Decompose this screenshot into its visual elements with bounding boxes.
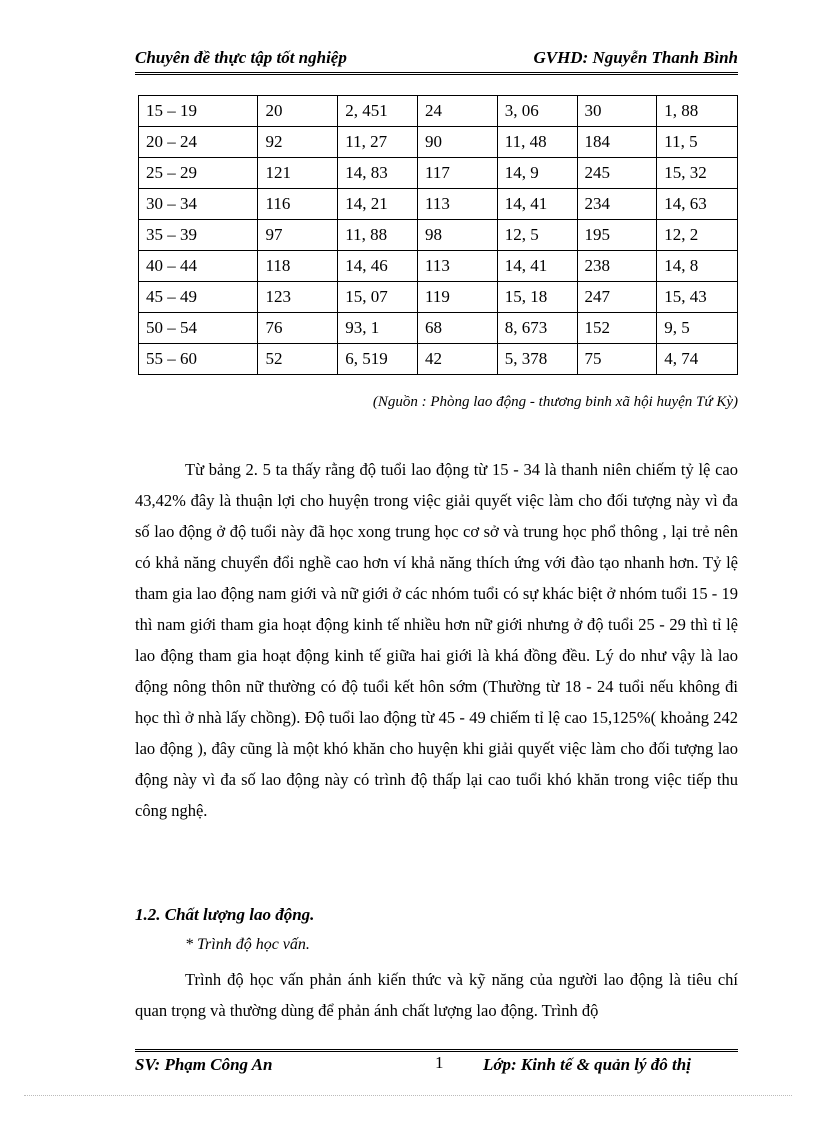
table-cell: 6, 519 bbox=[338, 344, 418, 375]
age-group-cell: 30 – 34 bbox=[139, 189, 258, 220]
table-cell: 14, 63 bbox=[657, 189, 738, 220]
table-cell: 3, 06 bbox=[497, 96, 577, 127]
table-cell: 113 bbox=[418, 189, 498, 220]
table-row bbox=[139, 189, 738, 220]
age-group-cell: 15 – 19 bbox=[139, 96, 258, 127]
table-cell: 15, 07 bbox=[338, 282, 418, 313]
table-row bbox=[139, 158, 738, 189]
analysis-paragraph: Từ bảng 2. 5 ta thấy rằng độ tuổi lao động từ 15 - 34 là thanh niên chiếm tỷ lệ cao 43,42% đây là thuận lợi cho huyện trong việc giải quyết việc làm cho đối tượng này vì đa số lao động ở độ tuổi này đã học xong trung học cơ sở và trung học phổ thông , lại trẻ nên có khả năng chuyển đổi nghề cao hơn ví khả năng thích ứng với đào tạo nhanh hơn. Tỷ lệ tham gia lao động nam giới và nữ giới ở các nhóm tuổi có sự khác biệt ở nhóm tuổi 15 - 19 thì nam giới tham gia hoạt động kinh tế nhiều hơn nữ giới nhưng ở độ tuổi 25 - 29 thì tỉ lệ lao động tham gia hoạt động kinh tế giữa hai giới là khá đồng đều. Lý do như vậy là lao động nông thôn nữ thường có độ tuổi kết hôn sớm (Thường từ 18 - 24 tuổi nếu không đi học thì ở nhà lấy chồng). Độ tuổi lao động từ 45 - 49 chiếm tỉ lệ cao 15,125%( khoảng 242 lao động ), đây cũng là một khó khăn cho huyện khi giải quyết việc làm cho đối tượng lao động này vì đa số lao động này có trình độ thấp lại cao tuổi khó khăn trong việc tiếp thu công nghệ. bbox=[135, 460, 738, 820]
table-cell: 117 bbox=[418, 158, 498, 189]
age-group-cell: 20 – 24 bbox=[139, 127, 258, 158]
table-cell: 152 bbox=[577, 313, 657, 344]
table-cell: 2, 451 bbox=[338, 96, 418, 127]
table-cell: 234 bbox=[577, 189, 657, 220]
page-footer bbox=[135, 1055, 738, 1079]
page-header bbox=[135, 48, 738, 72]
table-cell: 14, 83 bbox=[338, 158, 418, 189]
table-row bbox=[139, 127, 738, 158]
table-cell: 14, 46 bbox=[338, 251, 418, 282]
footer-divider bbox=[135, 1049, 738, 1052]
table-cell: 15, 18 bbox=[497, 282, 577, 313]
table-cell: 14, 9 bbox=[497, 158, 577, 189]
table-cell: 11, 88 bbox=[338, 220, 418, 251]
table-row bbox=[139, 96, 738, 127]
table-cell: 11, 48 bbox=[497, 127, 577, 158]
table-cell: 68 bbox=[418, 313, 498, 344]
table-cell: 12, 2 bbox=[657, 220, 738, 251]
table-cell: 24 bbox=[418, 96, 498, 127]
table-cell: 119 bbox=[418, 282, 498, 313]
table-cell: 116 bbox=[258, 189, 338, 220]
table-cell: 4, 74 bbox=[657, 344, 738, 375]
header-advisor: GVHD: Nguyễn Thanh Bình bbox=[533, 48, 738, 67]
table-cell: 121 bbox=[258, 158, 338, 189]
table-cell: 14, 8 bbox=[657, 251, 738, 282]
table-cell: 14, 21 bbox=[338, 189, 418, 220]
page-edge bbox=[24, 1095, 792, 1096]
footer-class: Lớp: Kinh tế & quản lý đô thị bbox=[483, 1055, 691, 1074]
table-cell: 30 bbox=[577, 96, 657, 127]
age-group-cell: 40 – 44 bbox=[139, 251, 258, 282]
subsection-heading: * Trình độ học vấn. bbox=[185, 936, 310, 953]
section-heading: 1.2. Chất lượng lao động. bbox=[135, 905, 315, 924]
table-cell: 238 bbox=[577, 251, 657, 282]
table-source-note: (Nguồn : Phòng lao động - thương binh xã hội huyện Tứ Kỳ) bbox=[372, 394, 738, 410]
table-row bbox=[139, 313, 738, 344]
table-cell: 1, 88 bbox=[657, 96, 738, 127]
table-cell: 245 bbox=[577, 158, 657, 189]
table-cell: 14, 41 bbox=[497, 251, 577, 282]
table-cell: 42 bbox=[418, 344, 498, 375]
header-divider bbox=[135, 72, 738, 75]
table-cell: 113 bbox=[418, 251, 498, 282]
header-title: Chuyên đề thực tập tốt nghiệp bbox=[135, 48, 347, 67]
table-row bbox=[139, 282, 738, 313]
education-paragraph: Trình độ học vấn phản ánh kiến thức và kỹ năng của người lao động là tiêu chí quan trọng và thường dùng để phản ánh chất lượng lao động. Trình độ bbox=[135, 970, 738, 1020]
table-cell: 184 bbox=[577, 127, 657, 158]
table-cell: 20 bbox=[258, 96, 338, 127]
table-cell: 8, 673 bbox=[497, 313, 577, 344]
table-cell: 52 bbox=[258, 344, 338, 375]
table-cell: 247 bbox=[577, 282, 657, 313]
age-group-cell: 35 – 39 bbox=[139, 220, 258, 251]
age-group-cell: 25 – 29 bbox=[139, 158, 258, 189]
table-cell: 76 bbox=[258, 313, 338, 344]
table-row bbox=[139, 344, 738, 375]
table-cell: 11, 5 bbox=[657, 127, 738, 158]
age-distribution-table bbox=[138, 95, 738, 375]
table-cell: 75 bbox=[577, 344, 657, 375]
table-cell: 97 bbox=[258, 220, 338, 251]
table-cell: 15, 43 bbox=[657, 282, 738, 313]
table-cell: 12, 5 bbox=[497, 220, 577, 251]
table-cell: 9, 5 bbox=[657, 313, 738, 344]
table-cell: 5, 378 bbox=[497, 344, 577, 375]
table-cell: 90 bbox=[418, 127, 498, 158]
table-cell: 98 bbox=[418, 220, 498, 251]
footer-student: SV: Phạm Công An bbox=[135, 1055, 273, 1074]
table-row bbox=[139, 220, 738, 251]
table-row bbox=[139, 251, 738, 282]
table-cell: 15, 32 bbox=[657, 158, 738, 189]
table-cell: 195 bbox=[577, 220, 657, 251]
table-cell: 14, 41 bbox=[497, 189, 577, 220]
age-group-cell: 55 – 60 bbox=[139, 344, 258, 375]
table-cell: 118 bbox=[258, 251, 338, 282]
table-cell: 93, 1 bbox=[338, 313, 418, 344]
age-group-cell: 45 – 49 bbox=[139, 282, 258, 313]
table-cell: 11, 27 bbox=[338, 127, 418, 158]
table-cell: 92 bbox=[258, 127, 338, 158]
table-cell: 123 bbox=[258, 282, 338, 313]
page-number: 1 bbox=[435, 1053, 444, 1072]
age-group-cell: 50 – 54 bbox=[139, 313, 258, 344]
